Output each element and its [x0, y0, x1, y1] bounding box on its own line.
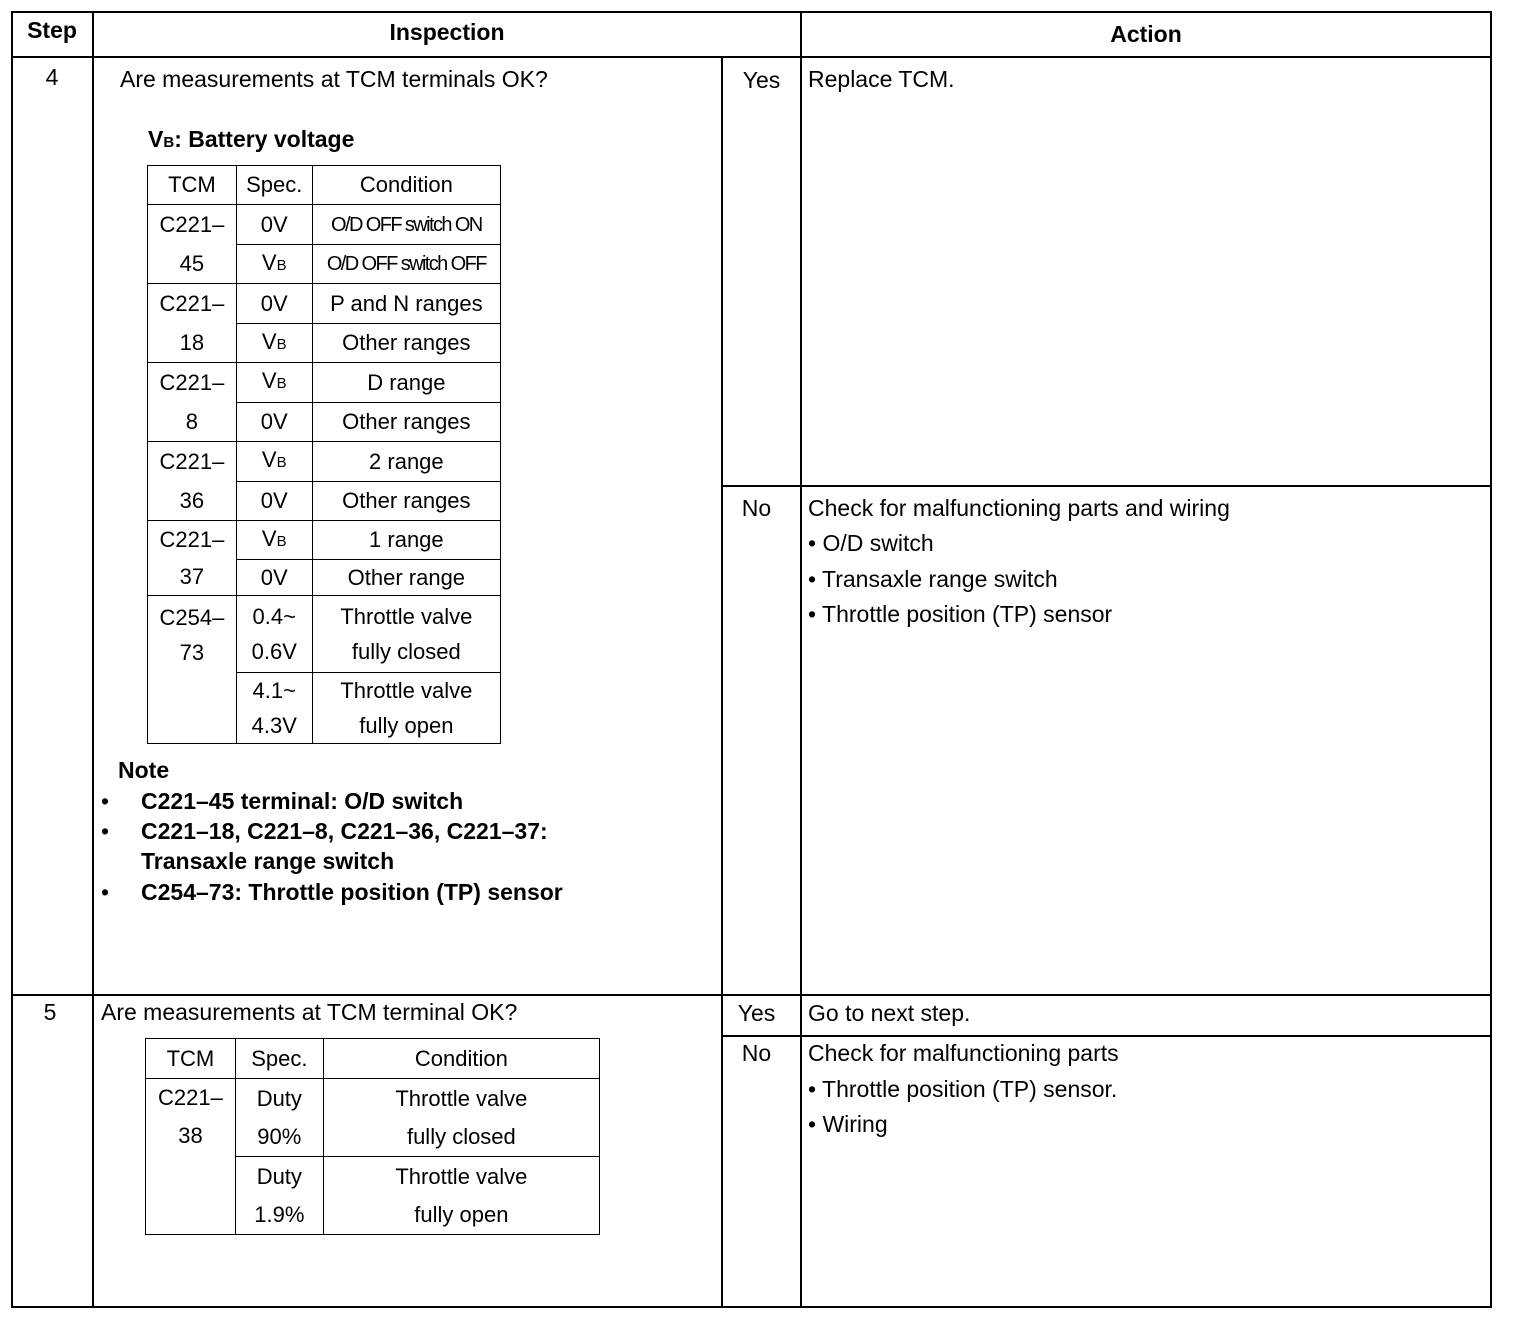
- tcm-spec-table-5: [145, 1038, 600, 1235]
- note-item: Transaxle range switch: [141, 848, 395, 874]
- condition: Throttle valve fully closed: [323, 1079, 599, 1157]
- spec-value: 0V: [236, 560, 312, 596]
- battery-voltage-label: VB: Battery voltage: [148, 126, 355, 152]
- tcm-terminal: 18: [148, 324, 237, 363]
- action-text: Check for malfunctioning parts: [808, 1040, 1119, 1066]
- result-yes: Yes: [737, 1000, 776, 1026]
- grid-line: [11, 11, 13, 1308]
- condition: Throttle valve fully closed: [312, 596, 500, 673]
- action-item: • Throttle position (TP) sensor: [808, 601, 1113, 627]
- condition: Other ranges: [312, 324, 500, 363]
- note-title: Note: [118, 757, 170, 783]
- spec-value: VB: [236, 521, 312, 560]
- spec-value: VB: [236, 324, 312, 363]
- note-bullet: •: [101, 788, 110, 814]
- header-inspection: Inspection: [389, 19, 505, 45]
- spec-value: VB: [236, 245, 312, 284]
- grid-line: [12, 11, 1492, 13]
- tcm-terminal: C221–: [148, 521, 237, 560]
- note-item: C254–73: Throttle position (TP) sensor: [141, 879, 563, 905]
- col-spec-header: Spec.: [236, 166, 312, 205]
- inspection-question: Are measurements at TCM terminal OK?: [101, 999, 518, 1025]
- action-item: • Throttle position (TP) sensor.: [808, 1076, 1118, 1102]
- action-item: • Wiring: [808, 1111, 888, 1137]
- note-item: C221–45 terminal: O/D switch: [141, 788, 464, 814]
- condition: Throttle valve fully open: [312, 673, 500, 744]
- result-no: No: [741, 495, 772, 521]
- action-text: Check for malfunctioning parts and wiring: [808, 495, 1230, 521]
- action-text: Go to next step.: [808, 1000, 971, 1026]
- tcm-terminal: C221–: [148, 363, 237, 403]
- grid-line: [722, 485, 1492, 487]
- header-action: Action: [1110, 21, 1182, 47]
- col-condition-header: Condition: [312, 166, 500, 205]
- spec-value: 4.1~ 4.3V: [236, 673, 312, 744]
- condition: Other range: [312, 560, 500, 596]
- note-bullet: •: [101, 818, 110, 844]
- spec-value: 0V: [236, 482, 312, 521]
- col-tcm-header: TCM: [148, 166, 237, 205]
- note-item: C221–18, C221–8, C221–36, C221–37:: [141, 818, 548, 844]
- grid-line: [721, 57, 723, 1308]
- step-number: 5: [43, 999, 57, 1025]
- header-step: Step: [27, 17, 77, 43]
- inspection-question: Are measurements at TCM terminals OK?: [120, 66, 548, 92]
- col-spec-header: Spec.: [235, 1039, 323, 1079]
- note-bullet: •: [101, 879, 110, 905]
- spec-value: 0V: [236, 403, 312, 442]
- condition: Throttle valve fully open: [323, 1157, 599, 1235]
- col-condition-header: Condition: [323, 1039, 599, 1079]
- grid-line: [722, 1035, 1492, 1037]
- grid-line: [12, 994, 1492, 996]
- step-number: 4: [45, 64, 59, 90]
- grid-line: [12, 1306, 1492, 1308]
- spec-value: Duty 1.9%: [235, 1157, 323, 1235]
- spec-value: 0V: [236, 284, 312, 324]
- spec-value: 0V: [236, 205, 312, 245]
- tcm-terminal: 45: [148, 245, 237, 284]
- condition: Other ranges: [312, 482, 500, 521]
- action-text: Replace TCM.: [808, 66, 955, 92]
- spec-value: VB: [236, 363, 312, 403]
- tcm-spec-table: [147, 165, 501, 744]
- spec-value: 0.4~ 0.6V: [236, 596, 312, 673]
- tcm-terminal-empty: [146, 1157, 236, 1235]
- condition: O/D OFF switch OFF: [312, 245, 500, 284]
- grid-line: [800, 11, 802, 1308]
- condition: 1 range: [312, 521, 500, 560]
- action-item: • O/D switch: [808, 530, 934, 556]
- condition: D range: [312, 363, 500, 403]
- condition: P and N ranges: [312, 284, 500, 324]
- col-tcm-header: TCM: [146, 1039, 236, 1079]
- result-no: No: [741, 1040, 772, 1066]
- spec-value: VB: [236, 442, 312, 482]
- tcm-terminal: C221–: [148, 442, 237, 482]
- condition: Other ranges: [312, 403, 500, 442]
- tcm-terminal-empty: [148, 673, 237, 744]
- grid-line: [92, 11, 94, 1308]
- tcm-terminal: C221– 38: [146, 1079, 236, 1157]
- grid-line: [12, 56, 1492, 58]
- condition: O/D OFF switch ON: [312, 205, 500, 245]
- tcm-terminal: 37: [148, 560, 237, 596]
- grid-line: [1490, 11, 1492, 1308]
- tcm-terminal: C221–: [148, 284, 237, 324]
- tcm-terminal: C254– 73: [148, 596, 237, 673]
- result-yes: Yes: [742, 67, 781, 93]
- tcm-terminal: 36: [148, 482, 237, 521]
- tcm-terminal: 8: [148, 403, 237, 442]
- spec-value: Duty 90%: [235, 1079, 323, 1157]
- tcm-terminal: C221–: [148, 205, 237, 245]
- action-item: • Transaxle range switch: [808, 566, 1058, 592]
- condition: 2 range: [312, 442, 500, 482]
